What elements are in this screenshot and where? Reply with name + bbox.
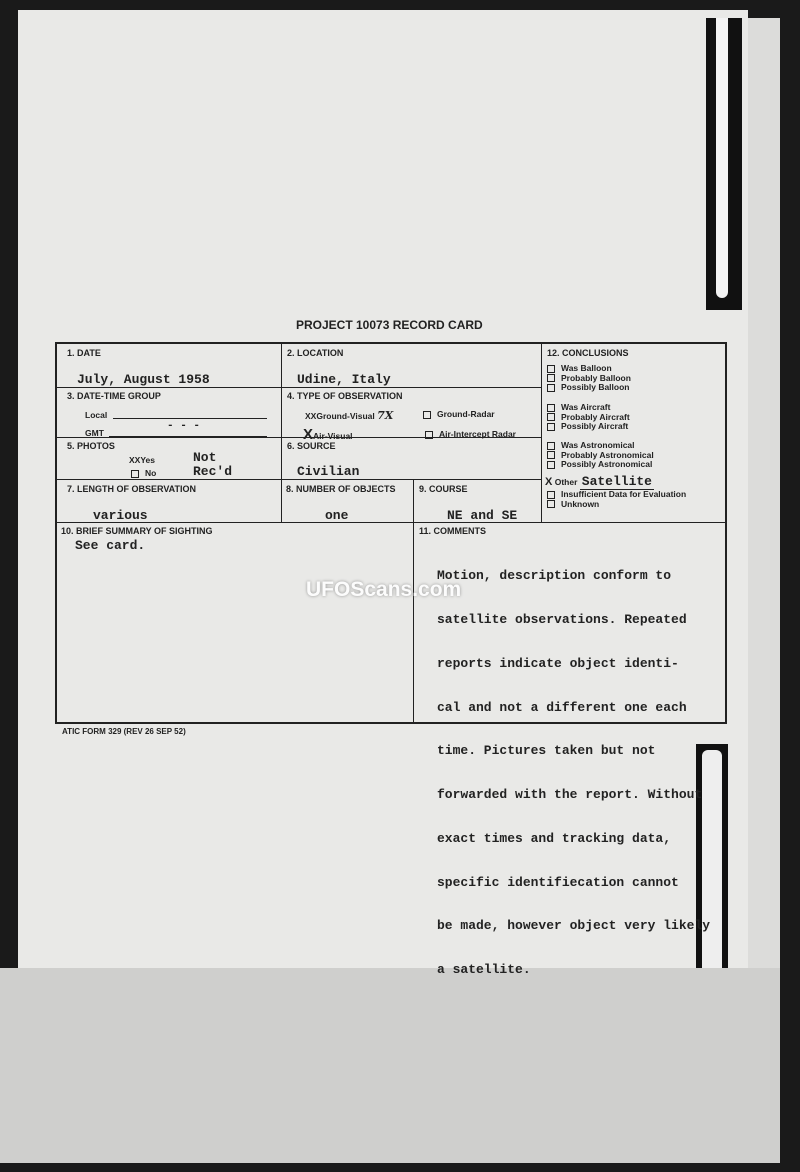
conclusion-item: Insufficient Data for Evaluation: [547, 490, 686, 500]
ground-visual-option: [305, 409, 393, 422]
type-obs-label: 4. TYPE OF OBSERVATION: [287, 391, 403, 401]
conclusion-item: Possibly Balloon: [547, 383, 631, 393]
photos-label: 5. PHOTOS: [67, 441, 115, 451]
comment-line: be made, however object very likely: [437, 918, 711, 934]
ground-visual-label: Ground-Visual: [316, 411, 375, 421]
photos-no-checkbox: [131, 470, 139, 478]
course-label: 9. COURSE: [419, 484, 468, 494]
length-value: various: [93, 508, 148, 523]
air-visual-mark: X: [303, 426, 314, 443]
conclusion-item: Probably Astronomical: [547, 451, 654, 461]
date-value: July, August 1958: [77, 372, 210, 387]
conclusions-astronomical-group: [547, 441, 654, 470]
location-label: 2. LOCATION: [287, 348, 344, 358]
comment-line: specific identifiecation cannot: [437, 874, 679, 890]
binder-strip-top: [706, 18, 742, 310]
source-value: Civilian: [297, 464, 360, 479]
air-intercept-option: [425, 429, 516, 439]
comment-line: forwarded with the report. Without: [437, 787, 703, 803]
row-line-4: [57, 522, 725, 523]
date-label: 1. DATE: [67, 348, 101, 358]
comment-line: cal and not a different one each: [437, 699, 687, 715]
conclusion-item: Probably Aircraft: [547, 413, 630, 423]
row-line-1: [57, 387, 541, 388]
conclusion-item: Possibly Aircraft: [547, 422, 630, 432]
photos-yes-option: [129, 455, 155, 465]
comment-line: exact times and tracking data,: [437, 830, 672, 846]
comments-text: [437, 540, 710, 1007]
conclusions-remaining-group: [547, 490, 686, 509]
other-label: Other: [554, 477, 578, 487]
length-label: 7. LENGTH OF OBSERVATION: [67, 484, 197, 494]
air-intercept-label: Air-Intercept Radar: [439, 429, 516, 439]
local-line: [113, 418, 267, 419]
summary-label: 10. BRIEF SUMMARY OF SIGHTING: [61, 526, 213, 536]
gmt-line: [109, 436, 267, 437]
gmt-value: - - -: [167, 420, 201, 432]
photos-no-label: No: [145, 468, 157, 478]
ground-visual-note: 7X: [377, 409, 394, 422]
photos-note-1: Not: [193, 450, 217, 465]
gmt-label: GMT: [85, 428, 104, 438]
comment-line: satellite observations. Repeated: [437, 611, 687, 627]
conclusion-item: Possibly Astronomical: [547, 460, 654, 470]
conclusions-aircraft-group: [547, 403, 630, 432]
comment-line: time. Pictures taken but not: [437, 743, 656, 759]
course-value: NE and SE: [447, 508, 518, 523]
conclusion-item: Unknown: [547, 500, 686, 510]
photos-yes-label: Yes: [140, 455, 155, 465]
page-edge: [748, 18, 780, 968]
divider-conclusions: [541, 344, 542, 522]
number-label: 8. NUMBER OF OBJECTS: [286, 484, 396, 494]
ground-radar-label: Ground-Radar: [437, 409, 495, 419]
local-label: Local: [85, 410, 108, 420]
watermark: UFOScans.com: [306, 578, 462, 601]
comment-line: reports indicate object identi-: [437, 655, 679, 671]
comment-line: Motion, description conform to: [437, 568, 672, 584]
conclusions-balloon-group: [547, 364, 631, 393]
photos-no-option: [131, 468, 156, 478]
comments-label: 11. COMMENTS: [419, 526, 487, 536]
conclusion-item: Was Aircraft: [547, 403, 630, 413]
air-intercept-checkbox: [425, 431, 433, 439]
conclusion-item: Was Balloon: [547, 364, 631, 374]
number-value: one: [325, 508, 349, 523]
dtg-label: 3. DATE-TIME GROUP: [67, 391, 161, 401]
conclusions-label: 12. CONCLUSIONS: [547, 348, 629, 358]
ground-visual-mark: XX: [305, 411, 317, 421]
form-footer: ATIC FORM 329 (REV 26 SEP 52): [62, 727, 186, 736]
comment-line: a satellite.: [437, 962, 531, 978]
ground-radar-option: [423, 409, 495, 419]
air-visual-label: Air-Visual: [313, 431, 353, 441]
divider-col1: [281, 344, 282, 522]
row-line-3: [57, 479, 541, 480]
photos-yes-mark: XX: [129, 455, 141, 465]
conclusions-other: [545, 474, 654, 489]
photos-note-2: Rec'd: [193, 464, 233, 479]
ground-radar-checkbox: [423, 411, 431, 419]
other-mark: X: [545, 476, 553, 488]
conclusion-item: Probably Balloon: [547, 374, 631, 384]
summary-value: See card.: [75, 538, 146, 553]
card-title: PROJECT 10073 RECORD CARD: [296, 318, 483, 332]
other-value: Satellite: [581, 474, 652, 489]
location-value: Udine, Italy: [297, 372, 391, 387]
conclusion-item: Was Astronomical: [547, 441, 654, 451]
source-label: 6. SOURCE: [287, 441, 336, 451]
